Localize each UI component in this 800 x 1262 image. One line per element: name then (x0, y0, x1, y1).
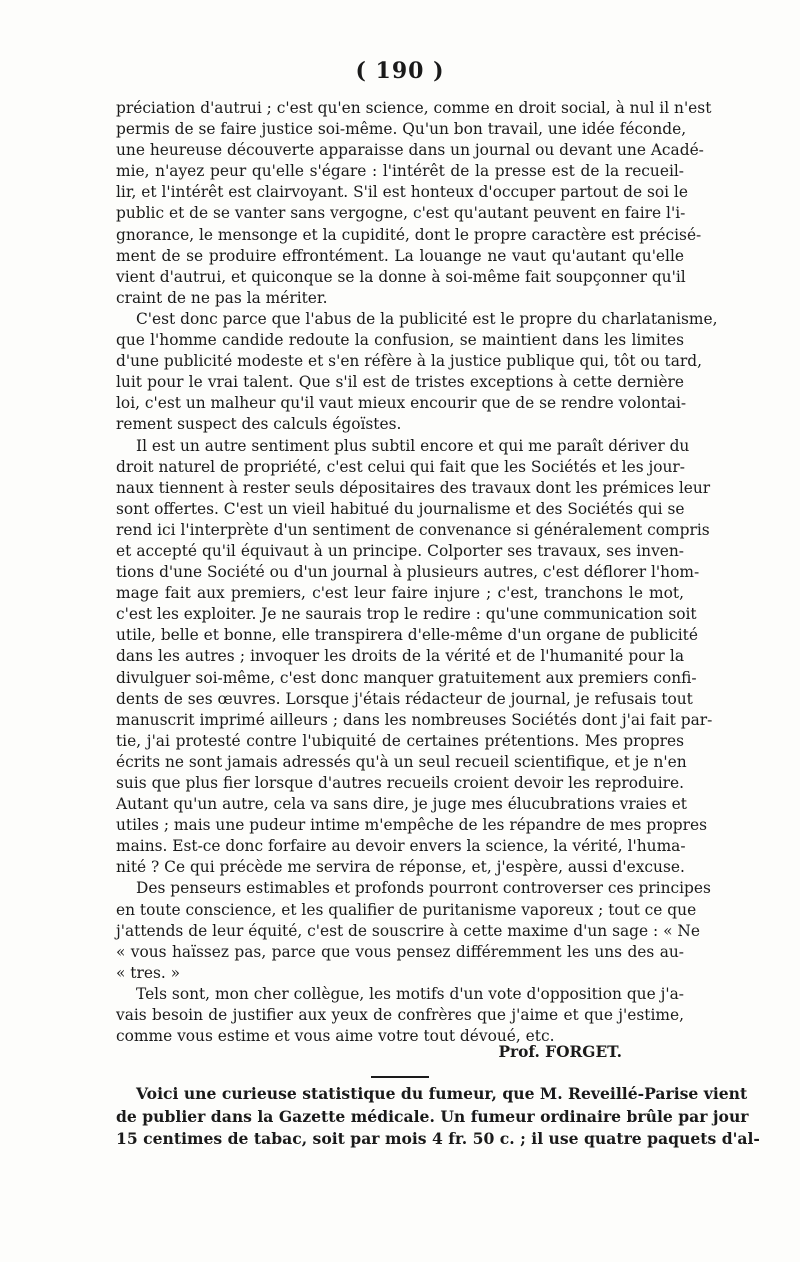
letter-body (116, 98, 718, 1047)
text-line: naux tiennent à rester seuls dépositaires des travaux dont les prémices leur (116, 478, 711, 497)
tobacco-statistics-paragraph (116, 1083, 760, 1151)
text-line: dans les autres ; invoquer les droits de la vérité et de l'humanité pour la (116, 647, 684, 666)
text-line: et accepté qu'il équivaut à un principe. Colporter ses travaux, ses inven- (116, 541, 684, 560)
text-line: j'attends de leur équité, c'est de souscrire à cette maxime d'un sage : « Ne (116, 921, 700, 940)
text-line: vient d'autrui, et quiconque se la donne à soi-même fait soupçonner qu'il (116, 267, 686, 286)
text-line: comme vous estime et vous aime votre tout dévoué, etc. (116, 1027, 555, 1046)
text-line: dents de ses œuvres. Lorsque j'étais rédacteur de journal, je refusais tout (116, 689, 693, 708)
text-line: Voici une curieuse statistique du fumeur, que M. Reveillé-Parise vient (136, 1084, 748, 1103)
text-line: une heureuse découverte apparaisse dans un journal ou devant une Acadé- (116, 141, 704, 160)
text-line: public et de se vanter sans vergogne, c'est qu'autant peuvent en faire l'i- (116, 204, 686, 223)
text-line: « tres. » (116, 963, 181, 982)
section-separator (371, 1076, 429, 1078)
text-line: C'est donc parce que l'abus de la publicité est le propre du charlatanisme, (136, 309, 718, 328)
text-line: loi, c'est un malheur qu'il vaut mieux encourir que de se rendre volontai- (116, 394, 687, 413)
text-line: lir, et l'intérêt est clairvoyant. S'il est honteux d'occuper partout de soi le (116, 183, 688, 202)
text-line: rend ici l'interprète d'un sentiment de convenance si généralement compris (116, 520, 710, 539)
text-line: en toute conscience, et les qualifier de puritanisme vaporeux ; tout ce que (116, 900, 697, 919)
text-line: ment de se produire effrontément. La louange ne vaut qu'autant qu'elle (116, 246, 684, 265)
text-line: rement suspect des calculs égoïstes. (116, 415, 402, 434)
text-line: préciation d'autrui ; c'est qu'en science, comme en droit social, à nul il n'est (116, 99, 712, 117)
text-line: écrits ne sont jamais adressés qu'à un seul recueil scientifique, et je n'en (116, 752, 687, 771)
text-line: utiles ; mais une pudeur intime m'empêche de les répandre de mes propres (116, 816, 707, 835)
text-line: craint de ne pas la mériter. (116, 288, 328, 307)
text-line: c'est les exploiter. Je ne saurais trop le redire : qu'une communication soit (116, 605, 697, 624)
text-line: Autant qu'un autre, cela va sans dire, je juge mes élucubrations vraies et (116, 795, 687, 814)
text-line: tie, j'ai protesté contre l'ubiquité de certaines prétentions. Mes propres (116, 731, 684, 750)
signature: Prof. FORGET. (498, 1043, 622, 1061)
text-line: Tels sont, mon cher collègue, les motifs d'un vote d'opposition que j'a- (136, 984, 684, 1003)
text-line: divulguer soi-même, c'est donc manquer gratuitement aux premiers confi- (116, 668, 697, 687)
text-line: Il est un autre sentiment plus subtil encore et qui me paraît dériver du (136, 436, 690, 455)
page-number: ( 190 ) (355, 58, 445, 84)
text-line: utile, belle et bonne, elle transpirera d'elle-même d'un organe de publicité (116, 626, 698, 645)
text-line: gnorance, le mensonge et la cupidité, dont le propre caractère est précisé- (116, 225, 702, 244)
text-line: mie, n'ayez peur qu'elle s'égare : l'intérêt de la presse est de la recueil- (116, 162, 684, 181)
text-line: permis de se faire justice soi-même. Qu'un bon travail, une idée féconde, (116, 120, 687, 139)
text-line: d'une publicité modeste et s'en réfère à la justice publique qui, tôt ou tard, (116, 352, 702, 371)
text-line: suis que plus fier lorsque d'autres recueils croient devoir les reproduire. (116, 774, 684, 792)
text-line: vais besoin de justifier aux yeux de confrères que j'aime et que j'estime, (116, 1006, 684, 1025)
text-line: droit naturel de propriété, c'est celui qui fait que les Sociétés et les jour- (116, 457, 685, 476)
text-line: que l'homme candide redoute la confusion, se maintient dans les limites (116, 331, 684, 350)
text-line: sont offertes. C'est un vieil habitué du journalisme et des Sociétés qui se (116, 499, 685, 518)
text-line: mains. Est-ce donc forfaire au devoir envers la science, la vérité, l'huma- (116, 837, 686, 856)
text-line: tions d'une Société ou d'un journal à plusieurs autres, c'est déflorer l'hom- (116, 563, 700, 582)
text-line: nité ? Ce qui précède me servira de réponse, et, j'espère, aussi d'excuse. (116, 858, 685, 877)
text-line: Des penseurs estimables et profonds pourront controverser ces principes (136, 879, 711, 898)
text-line: 15 centimes de tabac, soit par mois 4 fr. 50 c. ; il use quatre paquets d'al- (116, 1129, 760, 1148)
text-line: « vous haïssez pas, parce que vous pensez différemment les uns des au- (116, 942, 684, 961)
text-line: luit pour le vrai talent. Que s'il est de tristes exceptions à cette dernière (116, 373, 684, 392)
text-line: de publier dans la Gazette médicale. Un fumeur ordinaire brûle par jour (116, 1106, 749, 1126)
text-line: manuscrit imprimé ailleurs ; dans les nombreuses Sociétés dont j'ai fait par- (116, 710, 713, 729)
text-line: mage fait aux premiers, c'est leur faire injure ; c'est, tranchons le mot, (116, 584, 684, 603)
